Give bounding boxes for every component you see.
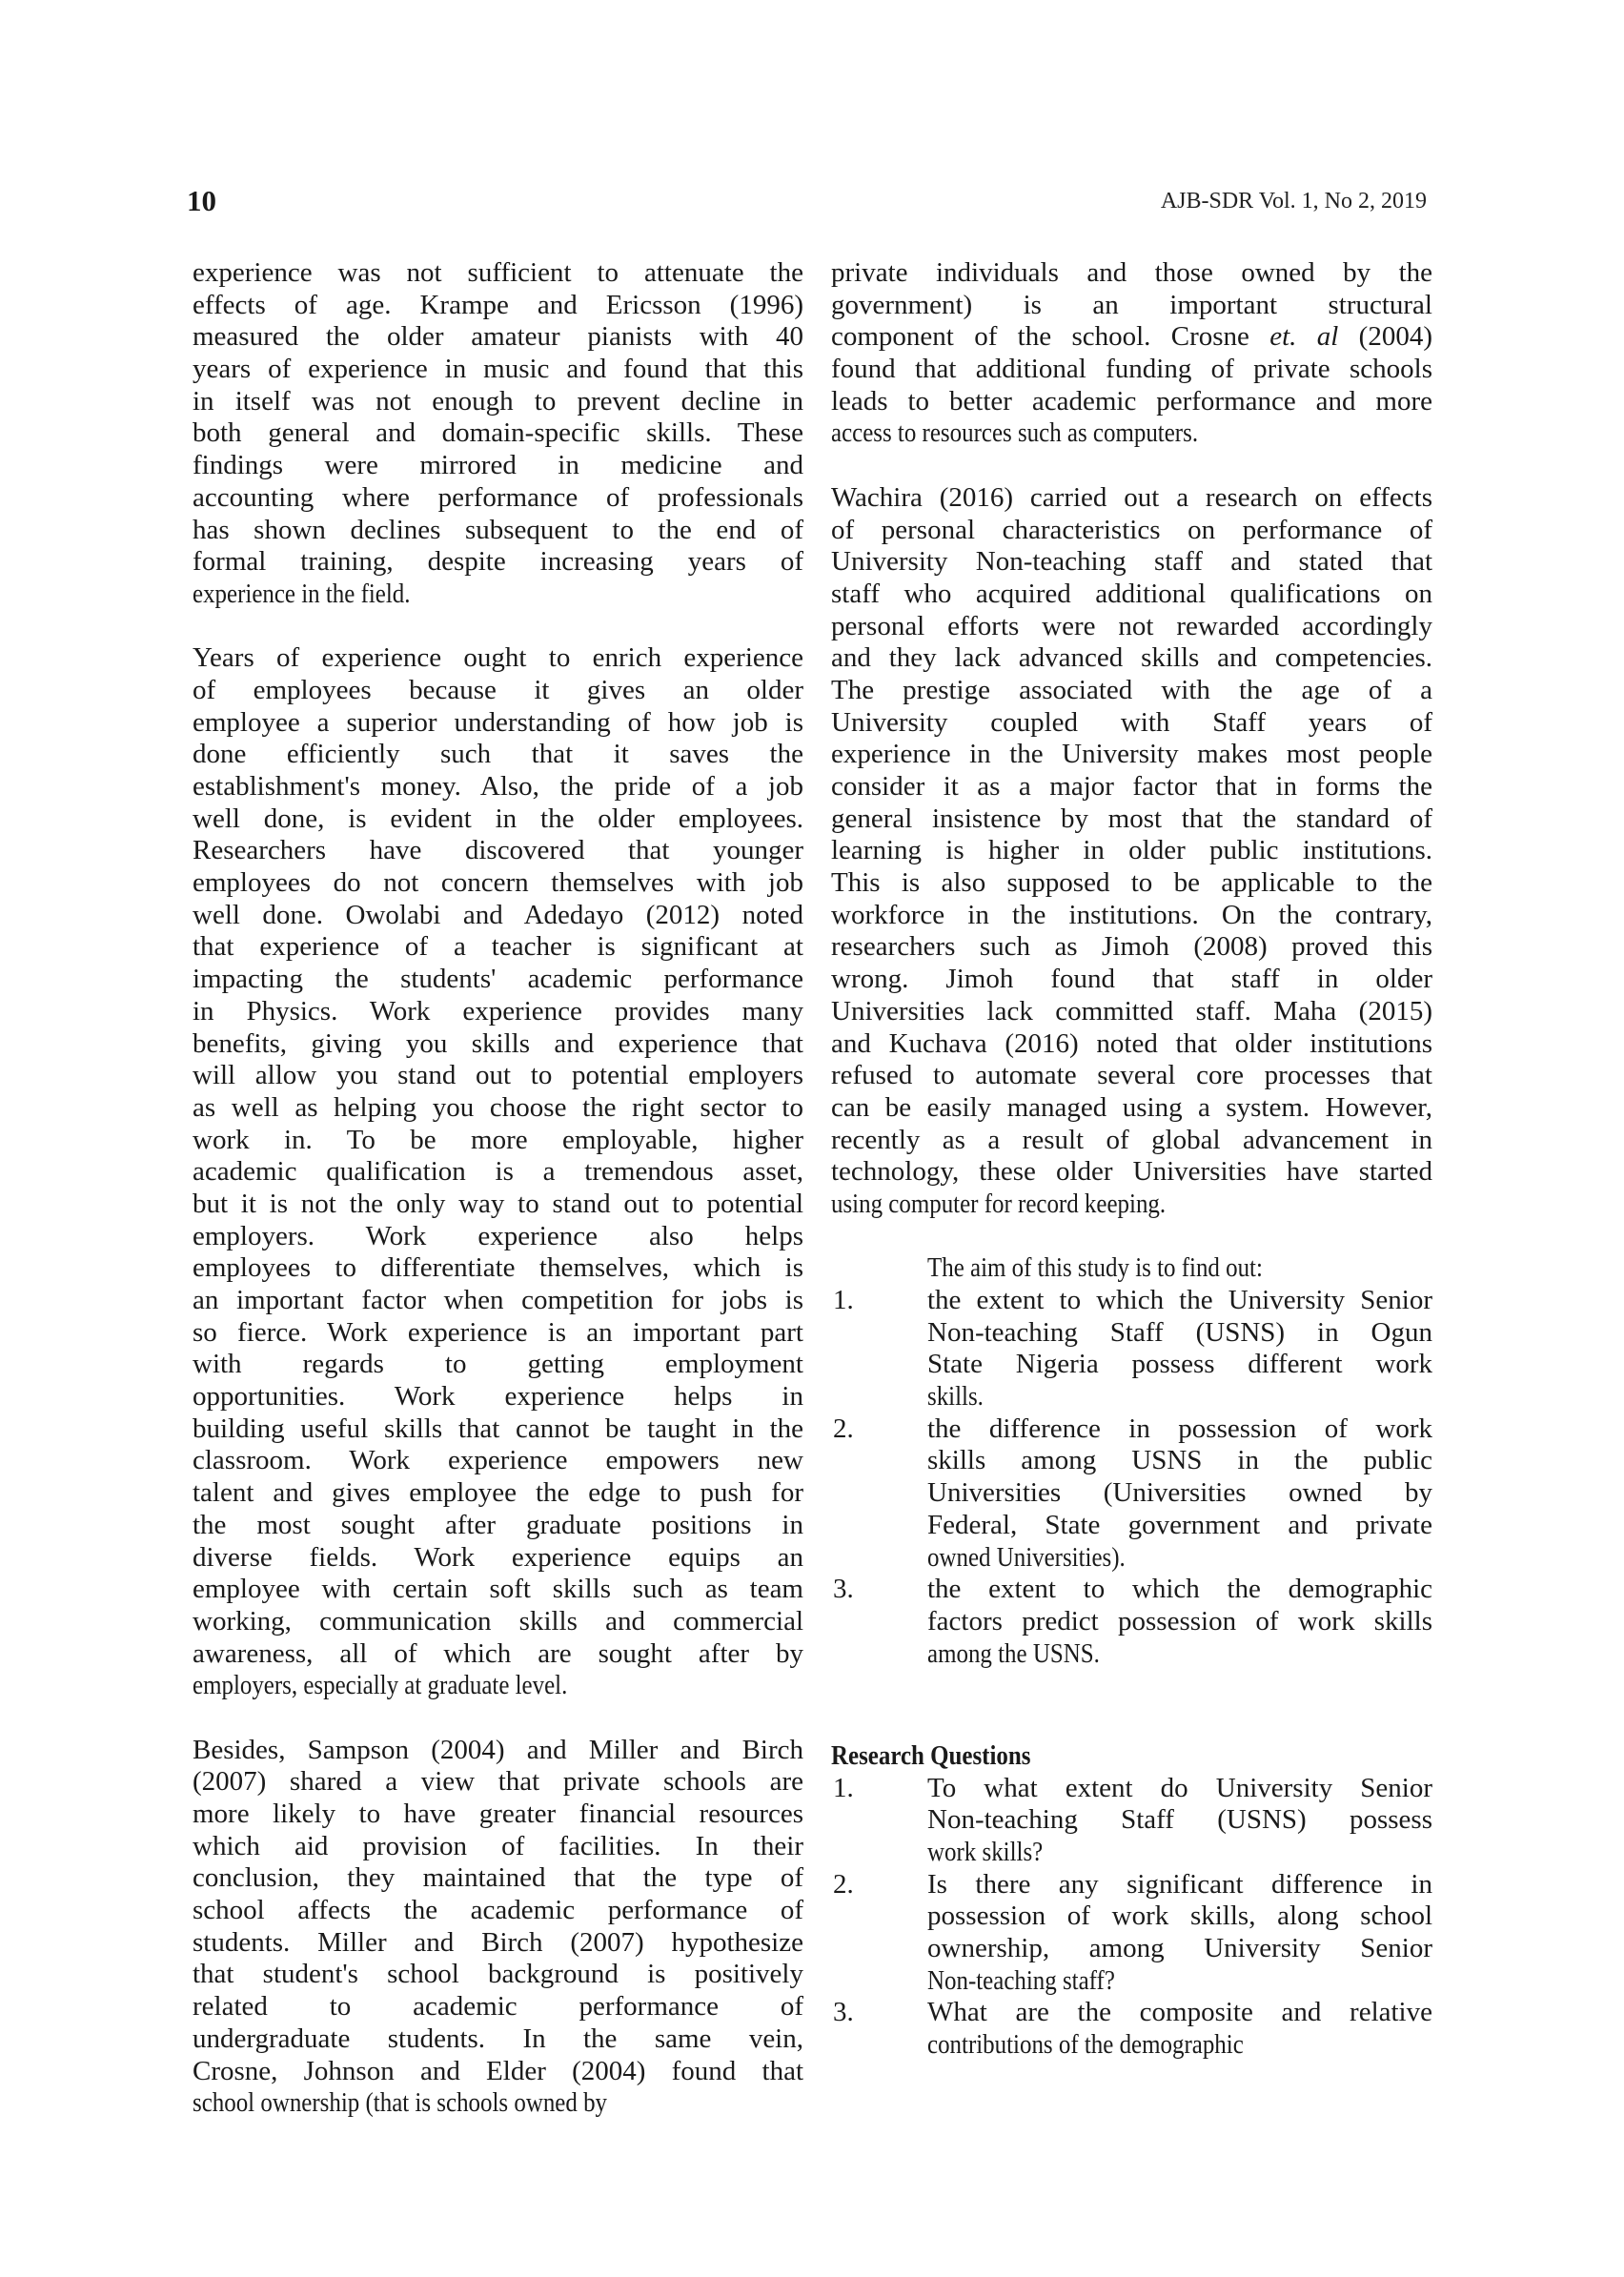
text-line: working, communication skills and commercial <box>193 1605 803 1637</box>
text-line: building useful skills that cannot be taught in the <box>193 1413 803 1444</box>
paragraph-gap <box>831 1221 1432 1253</box>
text-line: What are the composite and relative <box>927 1997 1432 2028</box>
text-line: To what extent do University Senior <box>927 1772 1432 1803</box>
text-line: Besides, Sampson (2004) and Miller and Birch <box>193 1734 803 1765</box>
text-line: Non-teaching Staff (USNS) in Ogun <box>927 1316 1432 1348</box>
text-line: employees to differentiate themselves, which is <box>193 1252 803 1284</box>
text-line: experience was not sufficient to attenuate the <box>193 257 803 288</box>
paragraph-gap <box>193 611 803 643</box>
text-line: employers, especially at graduate level. <box>193 1670 568 1701</box>
text-line: Universities (Universities owned by <box>927 1477 1432 1509</box>
text-line: ownership, among University Senior <box>927 1933 1432 1964</box>
text-line: students. Miller and Birch (2007) hypothesize <box>193 1926 803 1958</box>
paragraph <box>193 1735 803 2120</box>
paragraph-gap <box>831 450 1432 482</box>
text-line: owned Universities). <box>927 1541 1126 1573</box>
text-line: wrong. Jimoh found that staff in older <box>831 964 1432 995</box>
list-item-text <box>927 1869 1432 1998</box>
text-line: among the USNS. <box>927 1637 1100 1669</box>
text-line: an important factor when competition for jobs is <box>193 1285 803 1315</box>
list-item <box>831 1285 1432 1413</box>
text-line: accounting where performance of professionals <box>193 481 803 513</box>
list-number: 1. <box>833 1285 854 1315</box>
text-line: private individuals and those owned by the <box>831 257 1432 288</box>
text-line: experience in the University makes most people <box>831 739 1432 770</box>
text-line: and they lack advanced skills and competencies. <box>831 642 1432 674</box>
aims-items <box>831 1285 1432 1670</box>
text-line: well done, is evident in the older employees. <box>193 803 803 834</box>
text-line: impacting the students' academic performance <box>193 964 803 995</box>
text-line: work skills? <box>927 1837 1044 1867</box>
text-line: staff who acquired additional qualifications on <box>831 578 1432 609</box>
text-line: as well as helping you choose the right sector to <box>193 1091 803 1123</box>
text-line: school ownership (that is schools owned by <box>193 2087 608 2119</box>
text-line: talent and gives employee the edge to push for <box>193 1477 803 1509</box>
list-item-text <box>927 1413 1432 1574</box>
text-line: recently as a result of global advancement in <box>831 1124 1432 1155</box>
text-line: benefits, giving you skills and experience that <box>193 1027 803 1059</box>
text-line: This is also supposed to be applicable to the <box>831 867 1432 899</box>
text-line: the difference in possession of work <box>927 1413 1432 1444</box>
list-item <box>831 1997 1432 2061</box>
text-line: with regards to getting employment <box>193 1349 803 1380</box>
text-line: that student's school background is positively <box>193 1959 803 1990</box>
text-line: but it is not the only way to stand out to potential <box>193 1188 803 1219</box>
text-line: skills among USNS in the public <box>927 1445 1432 1476</box>
list-item <box>831 1574 1432 1670</box>
text-line: learning is higher in older public institutions. <box>831 835 1432 866</box>
paragraph-gap <box>193 1702 803 1735</box>
text-line: more likely to have greater financial resources <box>193 1799 803 1829</box>
text-line: formal training, despite increasing years of <box>193 546 803 578</box>
left-column <box>193 257 803 2120</box>
paragraph <box>193 257 803 611</box>
text-run: component of the school. Crosne <box>831 321 1270 353</box>
text-line: the extent to which the demographic <box>927 1574 1432 1605</box>
text-line: classroom. Work experience empowers new <box>193 1445 803 1476</box>
research-question-items <box>831 1773 1432 2062</box>
text-line: Researchers have discovered that younger <box>193 835 803 866</box>
text-line: Non-teaching Staff (USNS) possess <box>927 1804 1432 1836</box>
text-line: and Kuchava (2016) noted that older institutions <box>831 1027 1432 1059</box>
text-line: State Nigeria possess different work <box>927 1349 1432 1380</box>
list-number: 3. <box>833 1997 854 2028</box>
text-line: can be easily managed using a system. However, <box>831 1091 1432 1123</box>
text-line: found that additional funding of private schools <box>831 354 1432 385</box>
list-number: 3. <box>833 1574 854 1605</box>
right-column <box>831 257 1432 2062</box>
text-line: Universities lack committed staff. Maha (2015) <box>831 995 1432 1027</box>
text-line: conclusion, they maintained that the type of <box>193 1862 803 1894</box>
aims-intro: The aim of this study is to find out: <box>927 1252 1263 1284</box>
text-line: done efficiently such that it saves the <box>193 739 803 770</box>
text-line: both general and domain-specific skills. These <box>193 417 803 449</box>
text-line: employee a superior understanding of how job is <box>193 706 803 738</box>
text-line: effects of age. Krampe and Ericsson (1996) <box>193 289 803 320</box>
paragraph <box>831 257 1432 450</box>
text-line: Crosne, Johnson and Elder (2004) found that <box>193 2055 803 2086</box>
text-line: Years of experience ought to enrich experience <box>193 642 803 674</box>
research-questions <box>831 1740 1432 2062</box>
list-item <box>831 1773 1432 1869</box>
text-line: technology, these older Universities have started <box>831 1156 1432 1188</box>
running-head: AJB-SDR Vol. 1, No 2, 2019 <box>1160 189 1427 213</box>
list-item <box>831 1869 1432 1998</box>
text-line: will allow you stand out to potential employers <box>193 1060 803 1091</box>
text-line: experience in the field. <box>193 578 411 609</box>
text-line: The prestige associated with the age of a <box>831 674 1432 705</box>
text-line: employers. Work experience also helps <box>193 1220 803 1251</box>
text-run: (2004) <box>1338 321 1432 353</box>
section-heading: Research Questions <box>831 1739 1031 1771</box>
list-number: 1. <box>833 1772 854 1803</box>
text-line: factors predict possession of work skills <box>927 1605 1432 1637</box>
text-line: Is there any significant difference in <box>927 1868 1432 1900</box>
text-line: findings were mirrored in medicine and <box>193 450 803 481</box>
text-line: academic qualification is a tremendous asset, <box>193 1156 803 1188</box>
text-line: in Physics. Work experience provides many <box>193 995 803 1027</box>
text-line: related to academic performance of <box>193 1991 803 2023</box>
text-line: general insistence by most that the standard of <box>831 803 1432 834</box>
text-line: access to resources such as computers. <box>831 417 1199 449</box>
text-line: government) is an important structural <box>831 289 1432 320</box>
text-line: has shown declines subsequent to the end of <box>193 514 803 545</box>
text-line: personal efforts were not rewarded accordingly <box>831 610 1432 641</box>
text-line: (2007) shared a view that private schools are <box>193 1766 803 1798</box>
text-line: which aid provision of facilities. In their <box>193 1830 803 1861</box>
text-line: contributions of the demographic <box>927 2029 1244 2061</box>
text-line: of employees because it gives an older <box>193 674 803 705</box>
text-line: so fierce. Work experience is an important part <box>193 1316 803 1348</box>
list-item-text <box>927 1285 1432 1413</box>
text-line: employee with certain soft skills such as team <box>193 1574 803 1605</box>
text-line: University coupled with Staff years of <box>831 706 1432 738</box>
text-line: work in. To be more employable, higher <box>193 1124 803 1155</box>
text-line: in itself was not enough to prevent decline in <box>193 385 803 417</box>
list-item-text <box>927 1997 1432 2061</box>
text-line: researchers such as Jimoh (2008) proved this <box>831 931 1432 963</box>
text-line: that experience of a teacher is significant at <box>193 931 803 963</box>
text-line: opportunities. Work experience helps in <box>193 1381 803 1413</box>
paragraph <box>193 642 803 1702</box>
list-item-text <box>927 1773 1432 1869</box>
aims-list <box>831 1252 1432 1670</box>
text-line: well done. Owolabi and Adedayo (2012) noted <box>193 899 803 930</box>
text-line: Federal, State government and private <box>927 1509 1432 1540</box>
list-number: 2. <box>833 1868 854 1900</box>
page-number: 10 <box>187 184 216 217</box>
list-item <box>831 1413 1432 1574</box>
text-line: workforce in the institutions. On the contrary, <box>831 899 1432 930</box>
text-line: the most sought after graduate positions in <box>193 1509 803 1540</box>
list-item-text <box>927 1574 1432 1670</box>
text-line: the extent to which the University Senior <box>927 1285 1432 1315</box>
text-line: of personal characteristics on performance of <box>831 514 1432 545</box>
citation-et-al: et. al <box>1269 321 1339 353</box>
text-line: Wachira (2016) carried out a research on effects <box>831 481 1432 513</box>
text-line: consider it as a major factor that in forms the <box>831 771 1432 802</box>
text-line: leads to better academic performance and more <box>831 385 1432 417</box>
text-line <box>831 321 1432 354</box>
text-line: employees do not concern themselves with job <box>193 867 803 899</box>
text-line: University Non-teaching staff and stated that <box>831 546 1432 578</box>
text-line: possession of work skills, along school <box>927 1901 1432 1932</box>
text-line: establishment's money. Also, the pride of a job <box>193 771 803 802</box>
section-gap <box>831 1670 1432 1708</box>
text-line: undergraduate students. In the same vein, <box>193 2023 803 2054</box>
text-line: awareness, all of which are sought after by <box>193 1637 803 1669</box>
text-line: skills. <box>927 1381 984 1413</box>
text-line: diverse fields. Work experience equips an <box>193 1541 803 1573</box>
text-line: years of experience in music and found that this <box>193 354 803 385</box>
text-line: using computer for record keeping. <box>831 1188 1167 1219</box>
list-number: 2. <box>833 1413 854 1444</box>
section-gap <box>831 1708 1432 1740</box>
text-line: Non-teaching staff? <box>927 1964 1115 1996</box>
paragraph <box>831 482 1432 1221</box>
text-line: refused to automate several core processes that <box>831 1060 1432 1091</box>
text-line: school affects the academic performance of <box>193 1895 803 1926</box>
text-line: measured the older amateur pianists with 40 <box>193 321 803 353</box>
